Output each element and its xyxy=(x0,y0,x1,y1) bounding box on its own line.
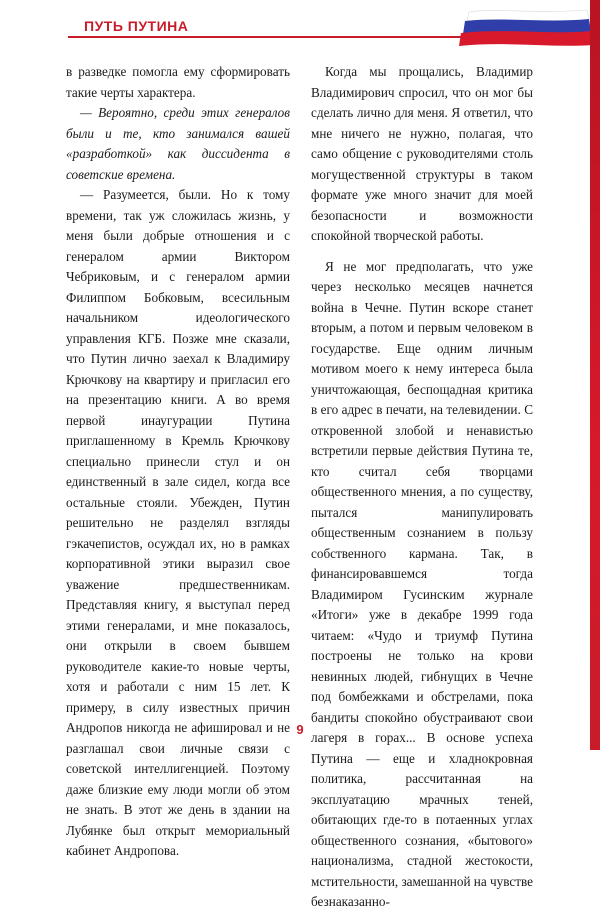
text-column-left xyxy=(66,62,290,862)
paragraph: Я не мог предполагать, что уже через несколько месяцев начнется война в Чечне. Путин вскоре станет вторым, а потом и первым человеком в государстве. Еще одним личным мотивом моего к нему интереса была уничтожающая, беспощадная критика в его адрес в печати, на телевидении. С откровенной злобой и ненавистью встретили первые действия Путина те, кто считал себя творцами общественного мнения, а по существу, пытался манипулировать общественным сознанием в пользу собственного кармана. Так, в финансировавшемся тогда Владимиром Гусинским журнале «Итоги» уже в декабре 1999 года читаем: «Чудо и триумф Путина построены не только на крови невинных людей, гибнущих в Чечне под бомбежками и обстрелами, пока бандиты спокойно обустраивают свои лагеря в горах... В основе успеха Путина — еще и хладнокровная политика, рассчитанная на эксплуатацию мрачных теней, обитающих где-то в потаенных углах общественного сознания, «бытового» национализма, стадной жестокости, мстительности, замешанной на чувстве безнаказанно- xyxy=(311,258,534,909)
russian-flag-graphic xyxy=(455,8,593,48)
running-title: ПУТЬ ПУТИНА xyxy=(84,18,189,34)
paragraph: Когда мы прощались, Владимир Владимирович спросил, что он мог бы сделать лично для меня. Я ответил, что мне ничего не нужно, полагая, что само общение с руководителями столь могущественной структуры в таком формате уже много значит для моей безопасности и возможности спокойной творческой работы. xyxy=(311,64,533,243)
paragraph: в разведке помогла ему сформировать такие черты характера. xyxy=(66,64,290,100)
running-header xyxy=(0,0,600,46)
paragraph: — Вероятно, среди этих генералов были и те, кто занимался вашей «разработкой» как диссидента в советские времена. xyxy=(66,105,290,182)
text-column-right xyxy=(311,62,533,913)
page-number: 9 xyxy=(296,722,304,737)
paragraph: — Разумеется, были. Но к тому времени, так уж сложилась жизнь, у меня были добрые отношения и с генералом армии Виктором Чебриковым, и с генералом армии Филиппом Бобковым, всесильным начальником идеологического управления КГБ. Позже мне сказали, что Путин лично заехал к Владимиру Крючкову на квартиру и пригласил его на презентацию книги. А во время первой инаугурации Путина приглашенному в Кремль Крючкову специально принесли стул и он единственный в зале сидел, когда все остальные стояли. Убежден, Путин решительно не разделял взгляды гэкачепистов, осуждал их, но в рамках корпоративной этики выразил свое уважение предшественникам. Представляя книгу, я выступал перед этими генералами, и мне показалось, они открыли в своем бывшем руководителе какие-то новые черты, хотя и работали с ним 15 лет. К примеру, в силу известных причин Андропов никогда не афишировал и не разглашал свои личные связи с советской интеллигенцией. Поэтому даже близкие ему люди могли об этом не знать. В этот же день в здании на Лубянке был открыт мемориальный кабинет Андропова. xyxy=(66,187,290,858)
page-edge-accent-bar xyxy=(590,0,600,750)
